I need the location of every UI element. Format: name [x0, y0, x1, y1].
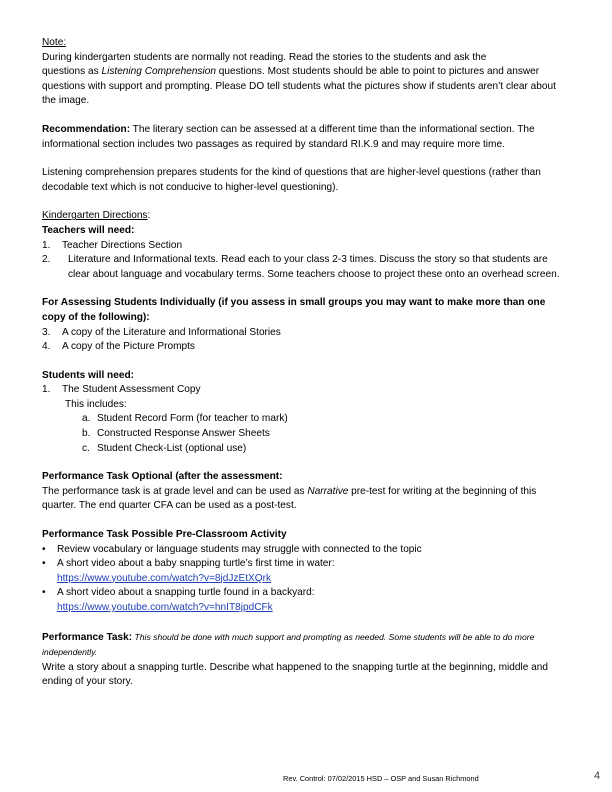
- perf-optional-emphasis: Narrative: [307, 485, 349, 497]
- recommendation-label: Recommendation:: [42, 123, 131, 135]
- page-number: 4: [594, 770, 601, 782]
- video-link-backyard-turtle[interactable]: https://www.youtube.com/watch?v=hnIT8jpdCFk: [57, 602, 273, 613]
- list-item: [42, 239, 567, 254]
- sub-list-text: Constructed Response Answer Sheets: [97, 428, 270, 440]
- teachers-need-heading: Teachers will need:: [42, 224, 135, 236]
- recommendation-paragraph: [42, 123, 567, 152]
- kinder-heading-colon: :: [147, 210, 151, 222]
- note-text-3: questions. Most students should be able to point to pictures and answer questions with support and prompting. Please DO tell students what the pictures show if students aren’t clear about the image.: [42, 66, 556, 107]
- sub-list-item: [42, 427, 567, 442]
- list-number: 3.: [42, 326, 51, 338]
- list-number: 2.: [42, 254, 51, 266]
- note-paragraph: [42, 51, 567, 109]
- listening-paragraph: Listening comprehension prepares students for the kind of questions that are higher-level questions (rather than decodable text which is not conducive to higher-level questioning).: [42, 167, 541, 193]
- list-item: [42, 253, 567, 282]
- perf-task-note: This should be done with much support and prompting as needed. Some students will be able to do more independently.: [42, 631, 535, 658]
- sub-list-item: [42, 442, 567, 457]
- sub-list-letter: a.: [82, 413, 91, 425]
- note-emphasis: Listening Comprehension: [101, 66, 216, 78]
- bullet-glyph: •: [42, 587, 46, 599]
- list-text: Literature and Informational texts. Read each to your class 2-3 times. Discuss the story so that students are clear about language and vocabulary terms. Some teachers choose to project these onto an overhead screen.: [68, 254, 560, 280]
- perf-optional-paragraph: [42, 485, 567, 514]
- list-text: A copy of the Picture Prompts: [62, 341, 195, 353]
- sub-list-letter: c.: [82, 442, 90, 454]
- list-item: [42, 383, 567, 398]
- bullet-content: [57, 557, 335, 586]
- bullet-content: [57, 586, 315, 615]
- perf-optional-heading: Performance Task Optional (after the assessment:: [42, 471, 283, 483]
- perf-task-prompt: Write a story about a snapping turtle. Describe what happened to the snapping turtle at the beginning, middle and ending of your story.: [42, 661, 548, 688]
- perf-optional-post: pre-test for writing at the beginning of this quarter. The end quarter CFA can be used as a post-test.: [42, 485, 537, 512]
- bullet-item: [42, 543, 567, 558]
- bullet-item: [42, 557, 567, 586]
- perf-task-paragraph: [42, 630, 567, 661]
- video-link-baby-turtle[interactable]: https://www.youtube.com/watch?v=8jdJzEtXQrk: [57, 572, 272, 584]
- kinder-heading: Kindergarten Directions: [42, 210, 148, 222]
- perf-optional-pre: The performance task is at grade level and can be used as: [42, 485, 308, 497]
- list-number: 1.: [42, 239, 51, 251]
- note-text-1: During kindergarten students are normally not reading. Read the stories to the students and ask the: [42, 51, 487, 63]
- kinder-heading-line: [42, 209, 567, 224]
- pre-activity-heading: Performance Task Possible Pre-Classroom Activity: [42, 529, 287, 541]
- sub-list-text: Student Record Form (for teacher to mark): [97, 413, 288, 425]
- document-page: [42, 36, 567, 690]
- includes-label: This includes:: [65, 398, 127, 410]
- note-heading: Note:: [42, 37, 67, 48]
- list-item: [42, 326, 567, 341]
- list-number: 1.: [42, 384, 51, 396]
- sub-list-letter: b.: [82, 428, 91, 440]
- bullet-text: Review vocabulary or language students may struggle with connected to the topic: [57, 543, 422, 555]
- bullet-glyph: •: [42, 543, 46, 555]
- list-text: A copy of the Literature and Informational Stories: [62, 326, 281, 338]
- students-heading: Students will need:: [42, 369, 134, 381]
- footer-revision: Rev. Control: 07/02/2015 HSD – OSP and Susan Richmond: [283, 774, 479, 783]
- sub-list-text: Student Check-List (optional use): [97, 442, 247, 454]
- note-text-2: questions as: [42, 66, 102, 78]
- assessing-heading: For Assessing Students Individually (if you assess in small groups you may want to make more than one copy of the following):: [42, 297, 546, 323]
- list-text: Teacher Directions Section: [62, 239, 183, 251]
- list-text: The Student Assessment Copy: [62, 384, 201, 396]
- list-item: [42, 340, 567, 355]
- sub-list-item: [42, 412, 567, 427]
- bullet-text: A short video about a baby snapping turtle’s first time in water:: [57, 558, 335, 570]
- list-number: 4.: [42, 341, 51, 353]
- bullet-item: [42, 586, 567, 615]
- recommendation-text: The literary section can be assessed at a different time than the informational section. The informational section includes two passages as required by standard RI.K.9 and may require more time.: [42, 123, 535, 150]
- bullet-text: A short video about a snapping turtle found in a backyard:: [57, 587, 315, 599]
- bullet-glyph: •: [42, 558, 46, 570]
- perf-task-label: Performance Task:: [42, 631, 133, 643]
